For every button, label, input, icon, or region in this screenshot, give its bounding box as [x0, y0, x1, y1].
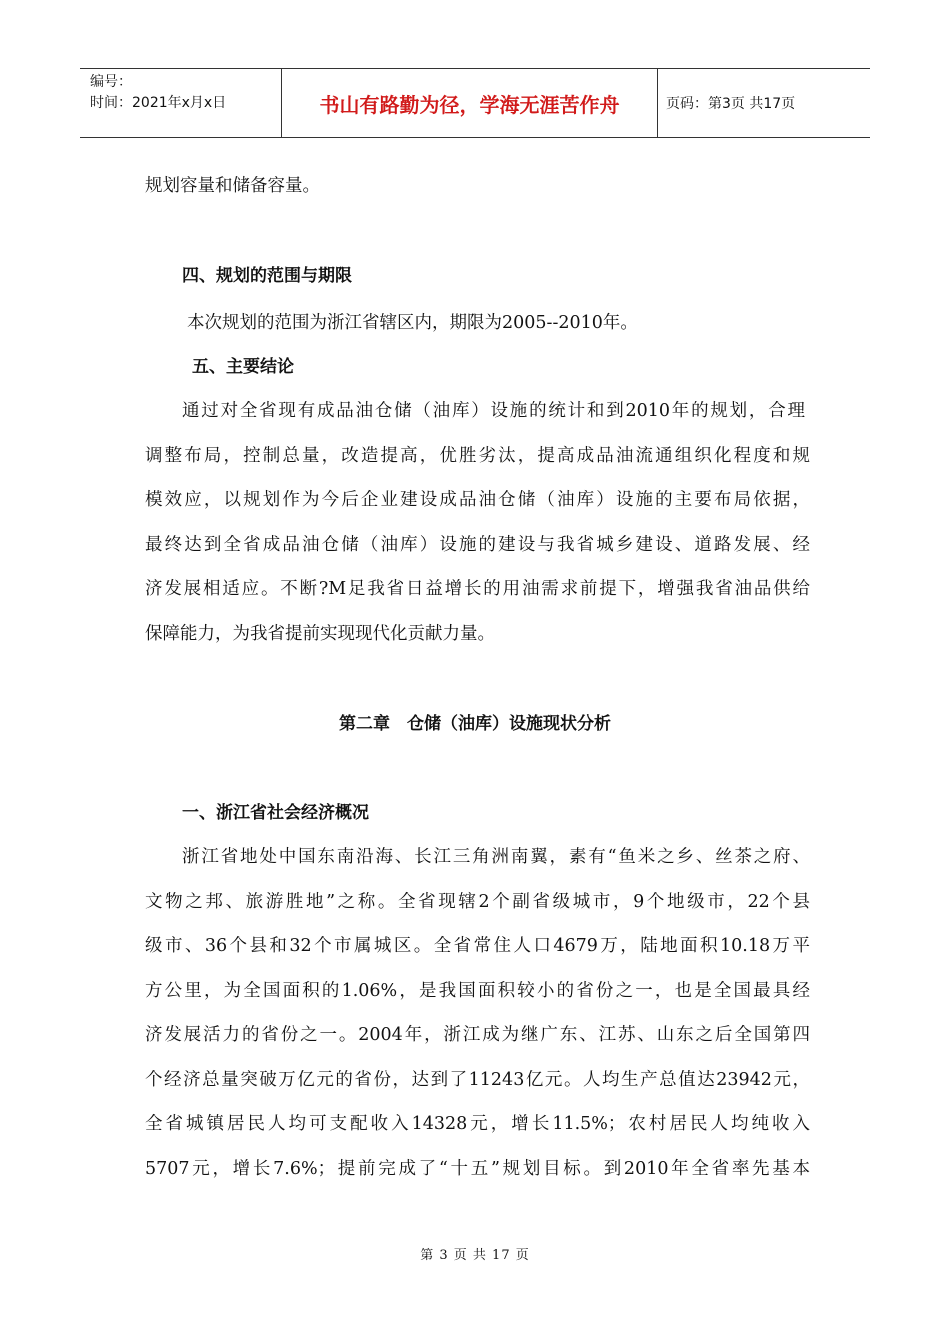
paragraph-line: 通过对全省现有成品油仓储（油库）设施的统计和到2010年的规划，合理 [182, 401, 805, 421]
paragraph-line: 济发展相适应。不断?M足我省日益增长的用油需求前提下，增强我省油品供给 [145, 579, 810, 599]
paragraph-line: 规划容量和储备容量。 [145, 176, 320, 196]
paragraph-line: 方公里，为全国面积的1.06%，是我国面积较小的省份之一，也是全国最具经 [145, 981, 810, 1001]
paragraph-line: 保障能力，为我省提前实现现代化贡献力量。 [145, 624, 495, 644]
section-heading: 四、规划的范围与期限 [182, 266, 352, 286]
page-header [80, 68, 870, 138]
paragraph-line: 全省城镇居民人均可支配收入14328元，增长11.5%；农村居民人均纯收入 [145, 1114, 810, 1134]
header-meta [80, 69, 282, 137]
number-label: 编号： [90, 74, 132, 90]
date-label: 时间：2021年x月x日 [90, 95, 227, 111]
section-heading: 五、主要结论 [192, 357, 294, 377]
header-motto: 书山有路勤为径，学海无涯苦作舟 [282, 69, 658, 137]
paragraph-line: 级市、36个县和32个市属城区。全省常住人口4679万，陆地面积10.18万平 [145, 936, 810, 956]
paragraph-line: 最终达到全省成品油仓储（油库）设施的建设与我省城乡建设、道路发展、经 [145, 535, 810, 555]
paragraph-line: 5707元，增长7.6%；提前完成了“十五”规划目标。到2010年全省率先基本 [145, 1159, 810, 1179]
paragraph-line: 调整布局，控制总量，改造提高，优胜劣汰，提高成品油流通组织化程度和规 [145, 446, 810, 466]
paragraph-line: 个经济总量突破万亿元的省份，达到了11243亿元。人均生产总值达23942元， [145, 1070, 810, 1090]
paragraph-line: 浙江省地处中国东南沿海、长江三角洲南翼，素有“鱼米之乡、丝茶之府、 [182, 847, 810, 867]
paragraph-line: 本次规划的范围为浙江省辖区内，期限为2005--2010年。 [187, 313, 638, 333]
paragraph-line: 文物之邦、旅游胜地”之称。全省现辖2个副省级城市，9个地级市，22个县 [145, 892, 810, 912]
section-heading: 一、浙江省社会经济概况 [182, 803, 369, 823]
header-page-label: 页码：第3页 共17页 [666, 96, 796, 112]
paragraph-line: 济发展活力的省份之一。2004年，浙江成为继广东、江苏、山东之后全国第四 [145, 1025, 810, 1045]
page-footer: 第 3 页 共 17 页 [420, 1248, 530, 1263]
paragraph-line: 模效应，以规划作为今后企业建设成品油仓储（油库）设施的主要布局依据， [145, 490, 810, 510]
chapter-title: 第二章 仓储（油库）设施现状分析 [339, 714, 611, 734]
